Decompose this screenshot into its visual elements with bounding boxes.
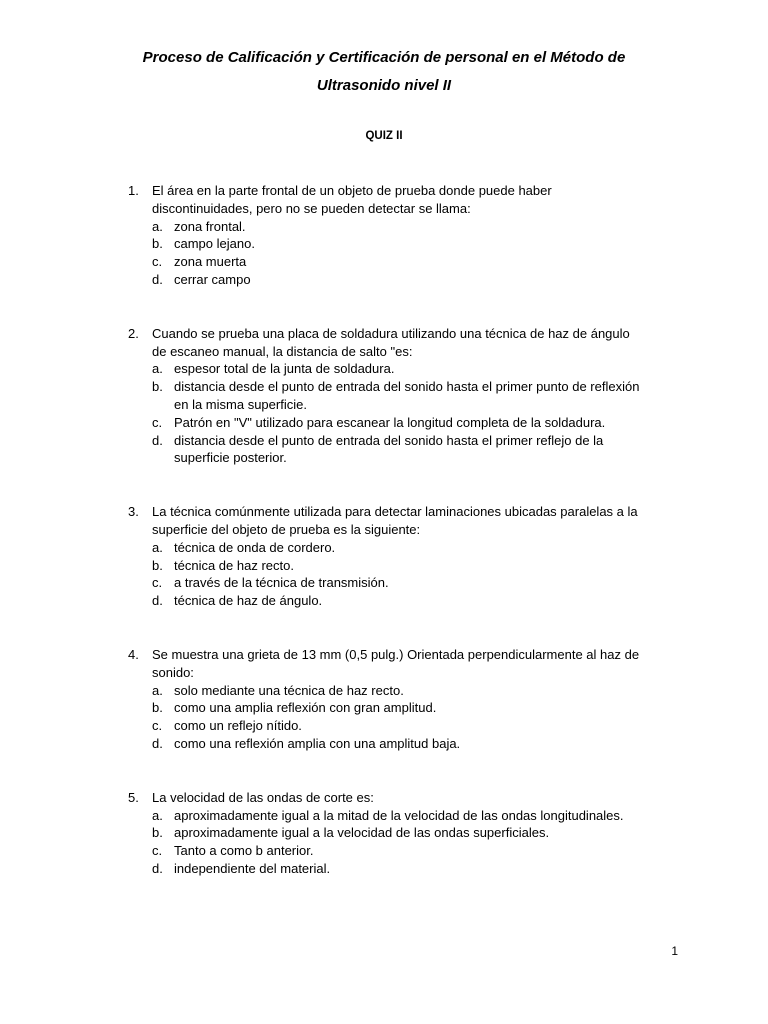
page-number: 1 [671, 944, 678, 958]
question-number: 2. [128, 325, 139, 341]
option-text-line: técnica de haz recto. [174, 557, 294, 573]
option-letter: b. [152, 379, 163, 395]
answer-option [152, 574, 688, 592]
answer-option [152, 807, 688, 825]
option-text-line: independiente del material. [174, 860, 331, 876]
option-text-line: distancia desde el punto de entrada del sonido hasta el primer punto de reflexión [174, 379, 640, 395]
option-letter: d. [152, 860, 163, 876]
option-letter: d. [152, 593, 163, 609]
option-text-line: distancia desde el punto de entrada del sonido hasta el primer reflejo de la [174, 432, 604, 448]
option-text-line: superficie posterior. [174, 450, 287, 466]
answer-option [152, 253, 688, 271]
option-letter: d. [152, 432, 163, 448]
answer-option [152, 735, 688, 753]
option-text-line: zona muerta [174, 254, 247, 270]
option-text-line: Patrón en "V" utilizado para escanear la longitud completa de la soldadura. [174, 414, 606, 430]
answer-option [152, 360, 688, 378]
option-letter: c. [152, 575, 163, 591]
option-text-line: aproximadamente igual a la velocidad de las ondas superficiales. [174, 825, 550, 841]
option-letter: a. [152, 218, 163, 234]
option-letter: d. [152, 271, 163, 287]
option-letter: a. [152, 539, 163, 555]
option-letter: c. [152, 414, 163, 430]
answer-option [152, 557, 688, 575]
answer-option [152, 235, 688, 253]
question-number: 3. [128, 504, 139, 520]
option-letter: b. [152, 236, 163, 252]
option-text-line: a través de la técnica de transmisión. [174, 575, 389, 591]
option-letter: a. [152, 682, 163, 698]
question-text-line: El área en la parte frontal de un objeto de prueba donde puede haber [152, 183, 552, 198]
answer-option [152, 860, 688, 878]
question-5 [128, 789, 688, 878]
answer-option [152, 842, 688, 860]
question-number: 5. [128, 789, 139, 805]
question-2 [128, 325, 688, 467]
option-letter: c. [152, 254, 163, 270]
question-list [128, 182, 688, 878]
document-title [60, 44, 708, 100]
answer-option [152, 717, 688, 735]
answer-option [152, 699, 688, 717]
question-text-line: sonido: [152, 664, 194, 680]
answer-option [152, 432, 688, 468]
answer-option [152, 824, 688, 842]
option-text-line: espesor total de la junta de soldadura. [174, 361, 395, 377]
option-letter: a. [152, 361, 163, 377]
question-4 [128, 646, 688, 753]
answer-option [152, 414, 688, 432]
question-1 [128, 182, 688, 289]
option-letter: c. [152, 843, 163, 859]
option-letter: b. [152, 557, 163, 573]
option-text-line: aproximadamente igual a la mitad de la velocidad de las ondas longitudinales. [174, 807, 624, 823]
answer-option [152, 271, 688, 289]
question-number: 1. [128, 183, 139, 198]
answer-option [152, 592, 688, 610]
option-text-line: solo mediante una técnica de haz recto. [174, 682, 404, 698]
option-text-line: como un reflejo nítido. [174, 718, 302, 734]
question-text-line: Cuando se prueba una placa de soldadura utilizando una técnica de haz de ángulo [152, 325, 630, 341]
option-letter: b. [152, 700, 163, 716]
option-text-line: técnica de onda de cordero. [174, 539, 336, 555]
title-line-1: Proceso de Calificación y Certificación de personal en el Método de [142, 49, 626, 66]
option-text-line: como una amplia reflexión con gran amplitud. [174, 700, 437, 716]
answer-option [152, 218, 688, 236]
answer-option [152, 682, 688, 700]
question-text-line: superficie del objeto de prueba es la siguiente: [152, 521, 421, 537]
quiz-heading: QUIZ II [365, 130, 403, 142]
question-3 [128, 503, 688, 610]
question-text-line: La técnica comúnmente utilizada para detectar laminaciones ubicadas paralelas a la [152, 504, 638, 520]
option-text-line: como una reflexión amplia con una amplitud baja. [174, 735, 461, 751]
question-text-line: de escaneo manual, la distancia de salto "es: [152, 343, 413, 359]
option-letter: b. [152, 825, 163, 841]
option-text-line: zona frontal. [174, 218, 246, 234]
option-letter: d. [152, 735, 163, 751]
answer-option [152, 378, 688, 414]
option-letter: a. [152, 807, 163, 823]
option-text-line: Tanto a como b anterior. [174, 843, 314, 859]
title-line-2: Ultrasonido nivel II [316, 77, 452, 94]
question-text-line: discontinuidades, pero no se pueden detectar se llama: [152, 200, 471, 216]
answer-option [152, 539, 688, 557]
question-text-line: La velocidad de las ondas de corte es: [152, 789, 374, 805]
question-number: 4. [128, 646, 139, 662]
question-text-line: Se muestra una grieta de 13 mm (0,5 pulg.) Orientada perpendicularmente al haz de [152, 646, 640, 662]
option-text-line: en la misma superficie. [174, 396, 307, 412]
option-text-line: cerrar campo [174, 271, 251, 287]
option-letter: c. [152, 718, 163, 734]
option-text-line: campo lejano. [174, 236, 255, 252]
option-text-line: técnica de haz de ángulo. [174, 593, 323, 609]
